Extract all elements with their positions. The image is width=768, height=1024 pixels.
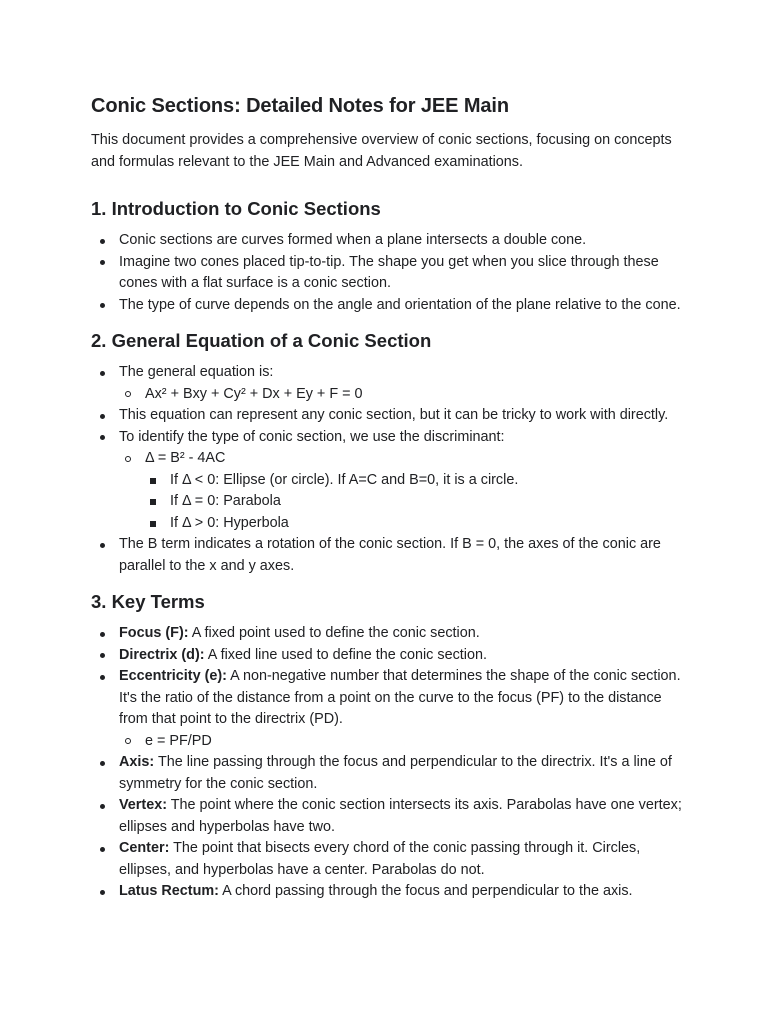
list-item: This equation can represent any conic section, but it can be tricky to work with directly. (91, 405, 691, 427)
term-label: Axis: (119, 754, 155, 770)
bullet-list (91, 623, 691, 903)
list-item (91, 752, 691, 795)
list-item: If Δ > 0: Hyperbola (145, 513, 691, 535)
term-label: Eccentricity (e): (119, 668, 227, 684)
general-equation: Ax² + Bxy + Cy² + Dx + Ey + F = 0 (119, 384, 691, 406)
sub-list (119, 384, 691, 406)
section-heading-general-equation: 2. General Equation of a Conic Section (91, 330, 432, 351)
sub-list (119, 731, 691, 753)
document-page (91, 92, 691, 903)
list-item (91, 623, 691, 645)
list-item (91, 881, 691, 903)
term-description: A fixed point used to define the conic section. (188, 625, 480, 641)
list-item-text: To identify the type of conic section, we use the discriminant: (119, 428, 505, 445)
list-item: Imagine two cones placed tip-to-tip. The shape you get when you slice through these cones with a flat surface is a conic section. (91, 252, 691, 295)
section-heading-introduction: 1. Introduction to Conic Sections (91, 198, 381, 219)
eccentricity-formula: e = PF/PD (119, 731, 691, 753)
list-item: The B term indicates a rotation of the conic section. If B = 0, the axes of the conic are parallel to the x and y axes. (91, 534, 691, 577)
term-description: A chord passing through the focus and perpendicular to the axis. (218, 883, 633, 899)
sub-list (119, 448, 691, 534)
term-description: The line passing through the focus and perpendicular to the directrix. It's a line of symmetry for the conic section. (119, 754, 672, 792)
term-label: Vertex: (119, 797, 167, 813)
list-item-text: The general equation is: (119, 364, 274, 380)
list-item (91, 427, 691, 535)
term-description: The point where the conic section intersects its axis. Parabolas have one vertex; ellipses and hyperbolas have two. (119, 797, 682, 835)
document-title: Conic Sections: Detailed Notes for JEE Main (91, 95, 510, 117)
list-item (119, 448, 691, 534)
sub-sub-list (145, 470, 691, 535)
list-item: If Δ < 0: Ellipse (or circle). If A=C and B=0, it is a circle. (145, 470, 691, 492)
term-label: Focus (F): (119, 625, 189, 641)
list-item (91, 645, 691, 667)
term-description: The point that bisects every chord of the conic passing through it. Circles, ellipses, and hyperbolas have a center. Parabolas do not. (119, 840, 641, 878)
list-item (91, 666, 691, 752)
list-item (91, 362, 691, 405)
bullet-list (91, 362, 691, 577)
section-heading-key-terms: 3. Key Terms (91, 591, 205, 612)
term-description: A fixed line used to define the conic section. (204, 646, 487, 663)
list-item: The type of curve depends on the angle and orientation of the plane relative to the cone. (91, 295, 691, 317)
term-label: Directrix (d): (119, 646, 205, 663)
list-item: If Δ = 0: Parabola (145, 491, 691, 513)
list-item (91, 795, 691, 838)
list-item: Conic sections are curves formed when a plane intersects a double cone. (91, 230, 691, 252)
bullet-list (91, 230, 691, 316)
intro-paragraph: This document provides a comprehensive overview of conic sections, focusing on concepts and formulas relevant to the JEE Main and Advanced examinations. (91, 132, 672, 170)
term-label: Latus Rectum: (119, 883, 219, 899)
list-item (91, 838, 691, 881)
term-label: Center: (119, 840, 170, 856)
term-description: A non-negative number that determines the shape of the conic section. It's the ratio of the distance from a point on the curve to the focus (PF) to the distance from that point to the directrix (PD). (119, 668, 681, 727)
discriminant-formula: Δ = B² - 4AC (145, 450, 226, 466)
